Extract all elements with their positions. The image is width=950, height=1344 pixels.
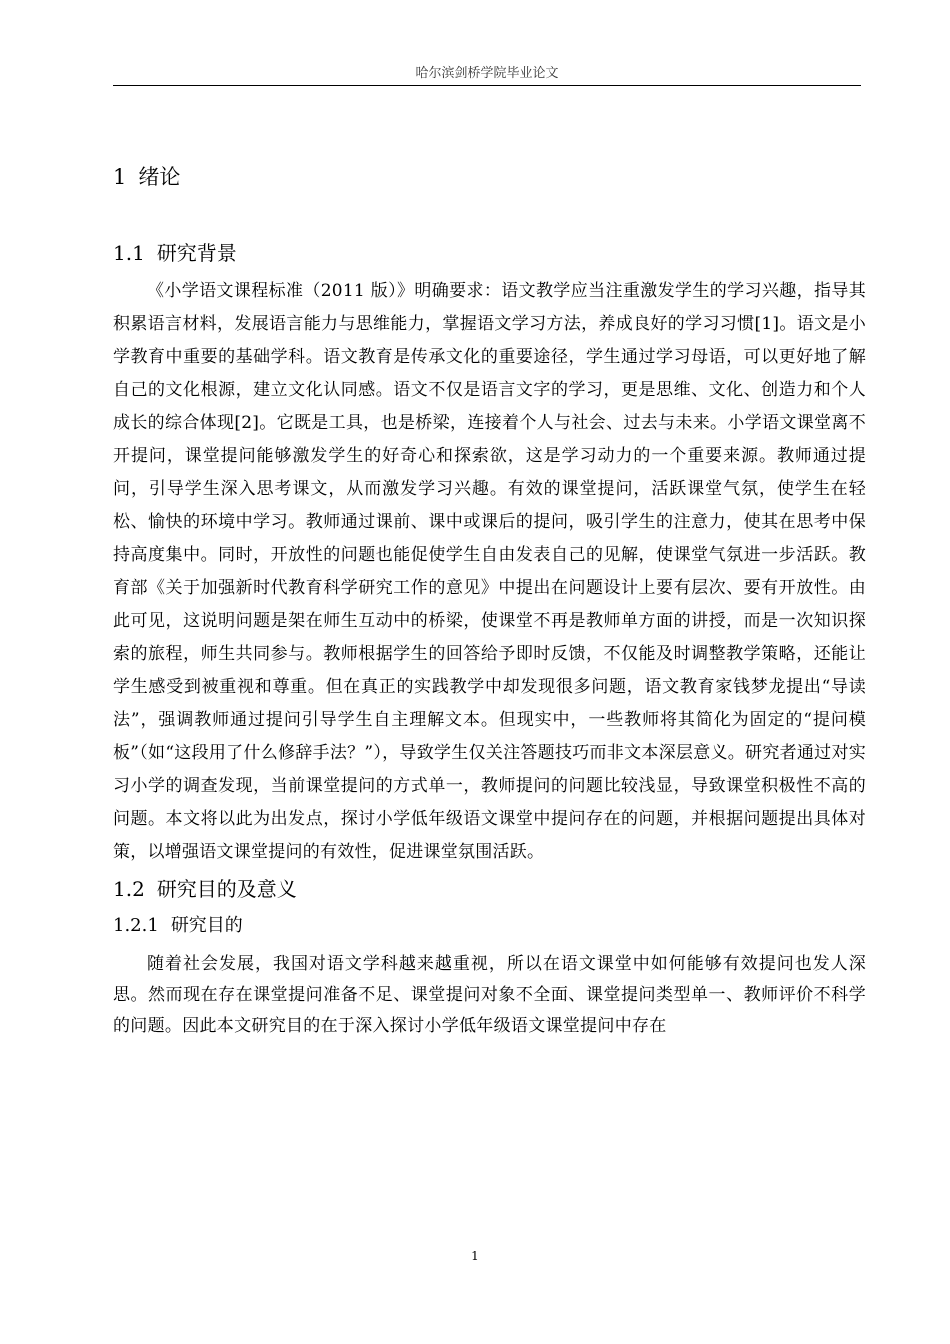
section-heading-1-1 <box>113 237 866 269</box>
section-number: 1.2 <box>113 877 145 901</box>
page-number: 1 <box>471 1249 479 1263</box>
subsection-title: 研究目的 <box>170 915 243 936</box>
document-body <box>113 160 866 1042</box>
section-title: 研究背景 <box>156 241 237 265</box>
body-paragraph-background: 《小学语文课程标准（2011 版）》明确要求：语文教学应当注重激发学生的学习兴趣，指导其积累语言材料，发展语言能力与思维能力，掌握语文学习方法，养成良好的学习习惯[1]。语文是小学教育中重要的基础学科。语文教育是传承文化的重要途径，学生通过学习母语，可以更好地了解自己的文化根源，建立文化认同感。语文不仅是语言文字的学习，更是思维、文化、创造力和个人成长的综合体现[2]。它既是工具，也是桥梁，连接着个人与社会、过去与未来。小学语文课堂离不开提问，课堂提问能够激发学生的好奇心和探索欲，这是学习动力的一个重要来源。教师通过提问，引导学生深入思考课文，从而激发学习兴趣。有效的课堂提问，活跃课堂气氛，使学生在轻松、愉快的环境中学习。教师通过课前、课中或课后的提问，吸引学生的注意力，使其在思考中保持高度集中。同时，开放性的问题也能促使学生自由发表自己的见解，使课堂气氛进一步活跃。教育部《关于加强新时代教育科学研究工作的意见》中提出在问题设计上要有层次、要有开放性。由此可见，这说明问题是架在师生互动中的桥梁，使课堂不再是教师单方面的讲授，而是一次知识探索的旅程，师生共同参与。教师根据学生的回答给予即时反馈，不仅能及时调整教学策略，还能让学生感受到被重视和尊重。但在真正的实践教学中却发现很多问题，语文教育家钱梦龙提出“导读法”，强调教师通过提问引导学生自主理解文本。但现实中，一些教师将其简化为固定的“提问模板”（如“这段用了什么修辞手法？”），导致学生仅关注答题技巧而非文本深层意义。研究者通过对实习小学的调查发现，当前课堂提问的方式单一，教师提问的问题比较浅显，导致课堂积极性不高的问题。本文将以此为出发点，探讨小学低年级语文课堂中提问存在的问题，并根据问题提出具体对策，以增强语文课堂提问的有效性，促进课堂氛围活跃。 <box>113 281 866 862</box>
section-title: 研究目的及意义 <box>156 877 297 901</box>
chapter-title: 绪论 <box>138 165 181 189</box>
section-heading-1-2 <box>113 873 866 905</box>
section-number: 1.1 <box>113 241 145 265</box>
body-paragraph-purpose: 随着社会发展，我国对语文学科越来越重视，所以在语文课堂中如何能够有效提问也发人深思。然而现在存在课堂提问准备不足、课堂提问对象不全面、课堂提问类型单一、教师评价不科学的问题。因此本文研究目的在于深入探讨小学低年级语文课堂提问中存在 <box>113 954 866 1036</box>
subsection-heading-1-2-1 <box>113 911 866 941</box>
header-rule <box>113 85 861 86</box>
chapter-heading <box>113 160 866 194</box>
subsection-number: 1.2.1 <box>113 915 159 936</box>
chapter-number: 1 <box>113 165 127 189</box>
running-header: 哈尔滨剑桥学院毕业论文 <box>415 66 559 81</box>
